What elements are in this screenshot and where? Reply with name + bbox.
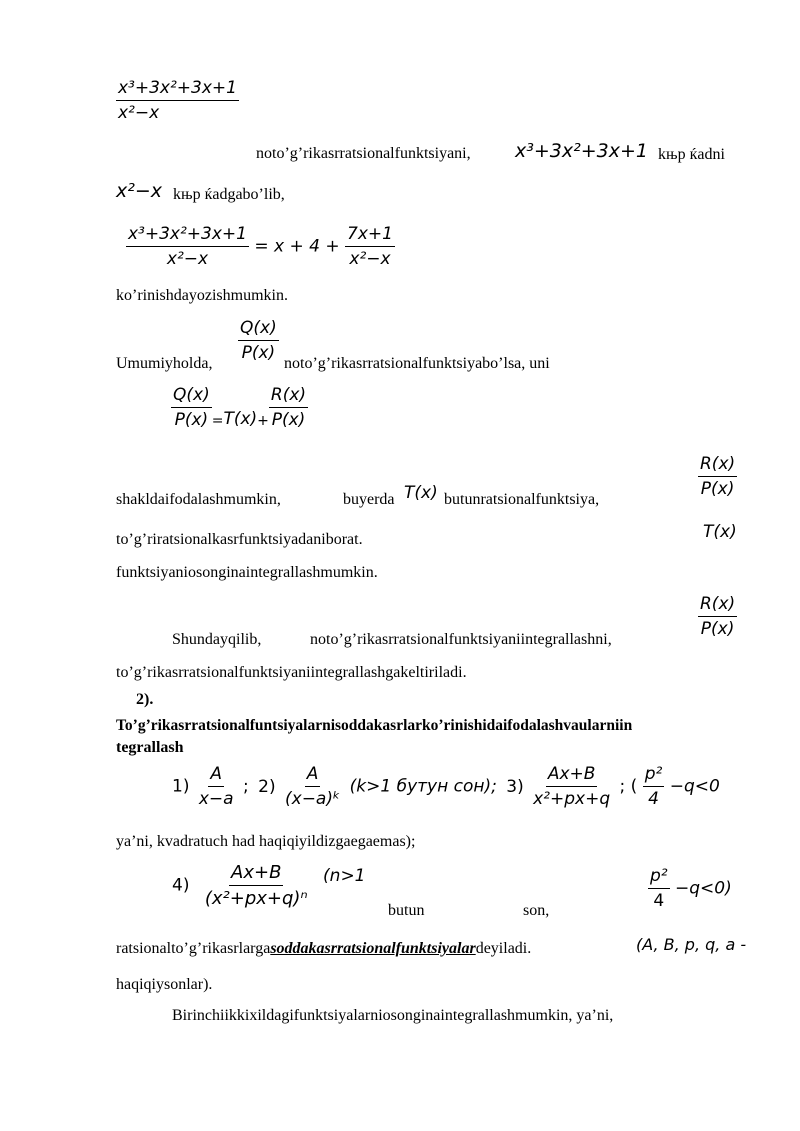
line1-expr: x³+3x²+3x+1 (515, 140, 648, 162)
f2-cond: (k>1 бутун сон); (349, 776, 497, 797)
f4-num: p² (643, 764, 665, 787)
intro-fraction-denominator: x²−x (118, 103, 160, 123)
f3-den: x²+px+q (533, 789, 611, 809)
line11-c: deyiladi. (475, 940, 532, 957)
heading-line1: To’g’rikasrratsionalfuntsiyalarnisoddakasrlarko’rinishidaifodalashvaularniin (116, 717, 633, 734)
eq1-lhs-numerator: x³+3x²+3x+1 (126, 224, 249, 247)
qp-fraction (238, 318, 279, 363)
eq2-num1: Q(x) (171, 385, 212, 408)
eq1-lhs-denominator: x²−x (166, 249, 209, 269)
line5-t: T(x) (404, 483, 438, 503)
line5-rnum: R(x) (698, 454, 737, 477)
f5-son: son, (523, 902, 550, 919)
f1-num: A (208, 764, 224, 787)
line13-text: Birinchiikkixildagifunktsiyalarniosonginaintegrallashmumkin, ya’ni, (172, 1007, 614, 1024)
line6-text: to’g’riratsionalkasrfunktsiyadaniborat. (116, 531, 363, 548)
line1-suffix: kњр ќadni (658, 146, 725, 163)
f5-p-num: p² (648, 866, 670, 889)
equation-division (126, 224, 395, 269)
line6-t: T(x) (703, 522, 737, 542)
f-index-2: 2) (258, 776, 276, 797)
line8-rp-fraction (698, 594, 737, 639)
f5-p-cond: −q<0) (675, 878, 732, 899)
intro-fraction (116, 78, 239, 123)
eq1-rhs-denominator: x²−x (349, 249, 391, 269)
f-sep1: ; (243, 776, 249, 797)
f2-num: A (305, 764, 321, 787)
f3-cond: −q<0 (669, 776, 720, 797)
line8-a: Shundayqilib, (172, 631, 262, 648)
line11-a: ratsionalto’g’rikasrlarga (116, 940, 271, 957)
f1-den: x−a (198, 789, 234, 809)
f-index-1: 1) (172, 776, 190, 797)
line9-text: to’g’rikasrratsionalfunktsiyaniintegrallashgakeltiriladi. (116, 664, 467, 681)
f4-den: 4 (648, 789, 659, 809)
line2-text: kњр ќadgabo’lib, (173, 186, 285, 203)
f5-num: Ax+B (229, 862, 283, 886)
eq2-equals: = (211, 412, 224, 429)
f-index-4: 4) (172, 875, 190, 896)
eq1-rhs-numerator: 7x+1 (345, 224, 395, 247)
eq2-t: T(x) (223, 408, 258, 429)
qp-numerator: Q(x) (238, 318, 279, 341)
qp-denominator: P(x) (241, 343, 276, 363)
line11-term: soddakasrratsionalfunktsiyalar (270, 940, 476, 957)
line8-rden: P(x) (700, 619, 735, 639)
line1-text: noto’g’rikasrratsionalfunktsiyani, (256, 145, 471, 162)
line8-rnum: R(x) (698, 594, 737, 617)
line5-c: butunratsionalfunktsiya, (444, 491, 600, 508)
eq2-plus: + (257, 412, 269, 429)
line11 (116, 940, 531, 958)
eq2-num2: R(x) (269, 385, 308, 408)
line2-expr: x²−x (116, 180, 163, 202)
line5-b: buyerda (343, 491, 395, 508)
f3-num: Ax+B (546, 764, 598, 787)
line4-suffix: noto’g’rikasrratsionalfunktsiyabo’lsa, uni (284, 355, 550, 372)
line8-b: noto’g’rikasrratsionalfunktsiyaniintegrallashni, (310, 631, 612, 648)
line7-text: funktsiyaniosonginaintegrallashmumkin. (116, 564, 378, 581)
f-index-3: 3) (506, 776, 524, 797)
formulas-row2 (172, 862, 366, 909)
eq1-middle: = x + 4 + (254, 236, 340, 257)
line5-a: shakldaifodalashmumkin, (116, 491, 281, 508)
eq2-den2: P(x) (271, 410, 306, 430)
f5-den: (x²+px+q)ⁿ (204, 888, 308, 909)
intro-fraction-numerator: x³+3x²+3x+1 (116, 78, 239, 101)
f5-p-den: 4 (653, 891, 665, 911)
line12-text: haqiqiysonlar). (116, 976, 213, 993)
line5-rden: P(x) (700, 479, 735, 499)
f5-p-fraction (648, 866, 732, 911)
line5-rp-fraction (698, 454, 737, 499)
eq2-den1: P(x) (174, 410, 209, 430)
f5-cond: (n>1 (323, 865, 366, 886)
f2-den: (x−a)ᵏ (285, 789, 341, 809)
equation-decomposition (171, 385, 308, 430)
f5-butun: butun (388, 902, 425, 919)
line4-prefix: Umumiyholda, (116, 355, 213, 372)
line11-d: (A, B, p, q, a - (636, 935, 747, 954)
line10-text: ya’ni, kvadratuch had haqiqiyildizgaegaemas); (116, 833, 416, 850)
f-sep3: ; ( (619, 776, 638, 797)
heading-number: 2). (136, 691, 154, 708)
line3-text: ko’rinishdayozishmumkin. (116, 287, 288, 304)
formulas-row1 (172, 764, 720, 809)
heading-line2: tegrallash (116, 739, 184, 756)
